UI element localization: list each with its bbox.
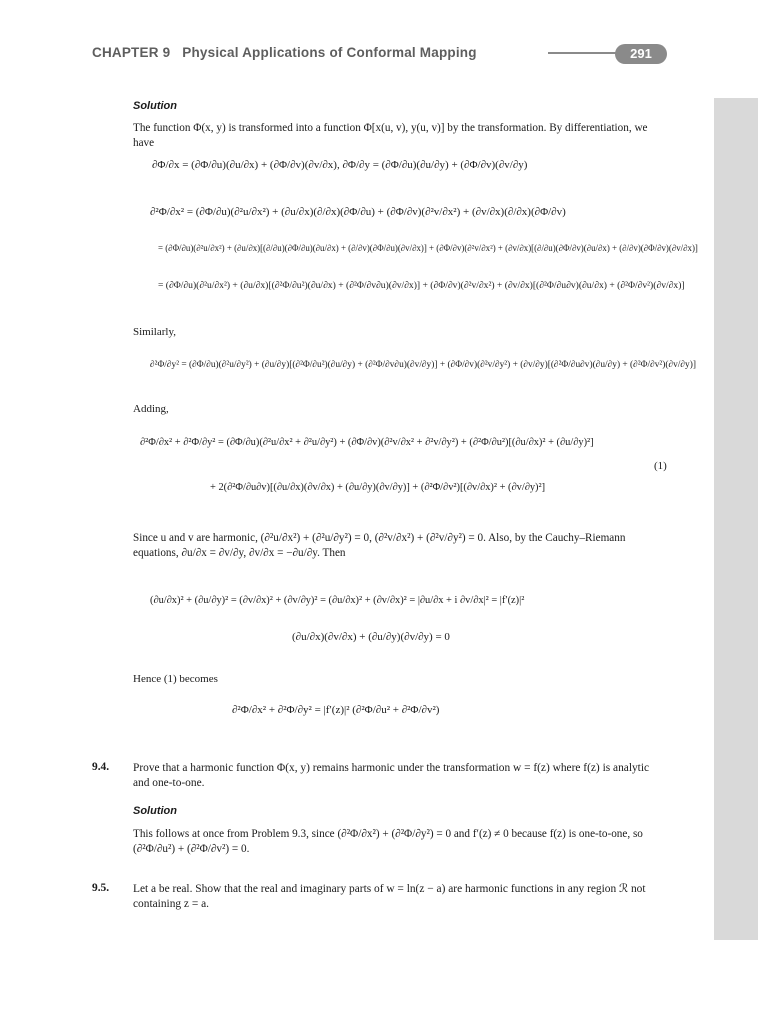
equation-modulus: (∂u/∂x)² + (∂u/∂y)² = (∂v/∂x)² + (∂v/∂y)² = (∂u/∂x)² + (∂v/∂x)² = |∂u/∂x + i ∂v/∂x|² = |f′(z)|² xyxy=(150,595,525,606)
equation-adding-1: ∂²Φ/∂x² + ∂²Φ/∂y² = (∂Φ/∂u)(∂²u/∂x² + ∂²u/∂y²) + (∂Φ/∂v)(∂²v/∂x² + ∂²v/∂y²) + (∂²Φ/∂u²)[(∂u/∂x)² + (∂u/∂y)²] xyxy=(140,437,594,448)
equation-second-y: ∂²Φ/∂y² = (∂Φ/∂u)(∂²u/∂y²) + (∂u/∂y)[(∂²Φ/∂u²)(∂u/∂y) + (∂²Φ/∂v∂u)(∂v/∂y)] + (∂Φ/∂v)(∂²v/∂y²) + (∂v/∂y)[(∂²Φ/∂u∂v)(∂u/∂y) + (∂²Φ/∂v²)(∂v/∂y)] xyxy=(150,360,696,370)
solution-heading: Solution xyxy=(133,100,177,112)
chapter-title: Physical Applications of Conformal Mapping xyxy=(182,45,477,60)
running-header xyxy=(92,45,477,60)
page-side-margin xyxy=(714,98,758,940)
problem-9-4-solution-heading: Solution xyxy=(133,805,177,817)
equation-second-x-2: = (∂Φ/∂u)(∂²u/∂x²) + (∂u/∂x)[(∂/∂u)(∂Φ/∂u)(∂u/∂x) + (∂/∂v)(∂Φ/∂u)(∂v/∂x)] + (∂Φ/∂v)(∂²v/∂x²) + (∂v/∂x)[(∂/∂u)(∂Φ/∂v)(∂u/∂x) + (∂/∂v)(∂Φ/∂v)(∂v/∂x)] xyxy=(158,243,698,253)
problem-9-4-number: 9.4. xyxy=(92,761,110,773)
equation-adding-2: + 2(∂²Φ/∂u∂v)[(∂u/∂x)(∂v/∂x) + (∂u/∂y)(∂v/∂y)] + (∂²Φ/∂v²)[(∂v/∂x)² + (∂v/∂y)²] xyxy=(210,482,546,493)
adding-label: Adding, xyxy=(133,403,169,415)
equation-final: ∂²Φ/∂x² + ∂²Φ/∂y² = |f′(z)|² (∂²Φ/∂u² + ∂²Φ/∂v²) xyxy=(232,704,440,716)
problem-9-4-solution-text: This follows at once from Problem 9.3, since (∂²Φ/∂x²) + (∂²Φ/∂y²) = 0 and f′(z) ≠ 0 because f(z) is one-to-one, so (∂²Φ/∂u²) + (∂²Φ/∂v²) = 0. xyxy=(133,828,643,855)
similarly-label: Similarly, xyxy=(133,326,176,338)
equation-second-x-3: = (∂Φ/∂u)(∂²u/∂x²) + (∂u/∂x)[(∂²Φ/∂u²)(∂u/∂x) + (∂²Φ/∂v∂u)(∂v/∂x)] + (∂Φ/∂v)(∂²v/∂x²) + (∂v/∂x)[(∂²Φ/∂u∂v)(∂u/∂x) + (∂²Φ/∂v²)(∂v/∂x)] xyxy=(158,280,685,291)
page-number-badge: 291 xyxy=(615,44,667,64)
problem-9-5-text: Let a be real. Show that the real and imaginary parts of w = ln(z − a) are harmonic functions in any region ℛ not containing z = a. xyxy=(133,883,646,910)
intro-paragraph: The function Φ(x, y) is transformed into a function Φ[x(u, v), y(u, v)] by the transformation. By differentiation, we have xyxy=(133,122,648,149)
equation-cross-term: (∂u/∂x)(∂v/∂x) + (∂u/∂y)(∂v/∂y) = 0 xyxy=(292,631,450,643)
equation-first-derivatives: ∂Φ/∂x = (∂Φ/∂u)(∂u/∂x) + (∂Φ/∂v)(∂v/∂x), ∂Φ/∂y = (∂Φ/∂u)(∂u/∂y) + (∂Φ/∂v)(∂v/∂y) xyxy=(152,159,528,171)
equation-number: (1) xyxy=(654,460,667,472)
problem-9-5-number: 9.5. xyxy=(92,882,110,894)
equation-second-x-1: ∂²Φ/∂x² = (∂Φ/∂u)(∂²u/∂x²) + (∂u/∂x)(∂/∂x)(∂Φ/∂u) + (∂Φ/∂v)(∂²v/∂x²) + (∂v/∂x)(∂/∂x)(∂Φ/∂v) xyxy=(150,206,566,218)
chapter-label: CHAPTER 9 xyxy=(92,45,171,60)
harmonic-paragraph: Since u and v are harmonic, (∂²u/∂x²) + (∂²u/∂y²) = 0, (∂²v/∂x²) + (∂²v/∂y²) = 0. Also, by the Cauchy–Riemann equations, ∂u/∂x = ∂v/∂y, ∂v/∂x = −∂u/∂y. Then xyxy=(133,532,626,559)
hence-label: Hence (1) becomes xyxy=(133,673,218,685)
problem-9-4-text: Prove that a harmonic function Φ(x, y) remains harmonic under the transformation w = f(z) where f(z) is analytic and one-to-one. xyxy=(133,762,650,789)
